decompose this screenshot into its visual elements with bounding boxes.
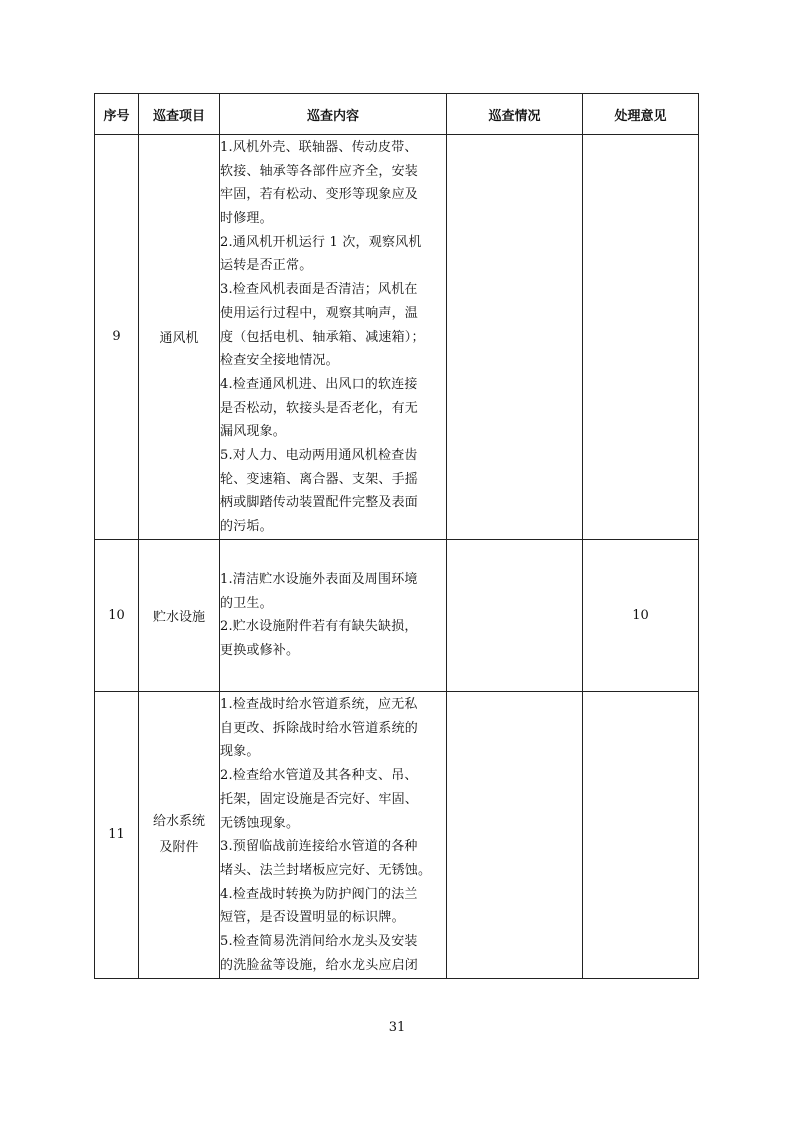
row-status <box>447 691 583 978</box>
row-item <box>139 135 220 540</box>
row-content <box>220 135 447 540</box>
content-line: 更换或修补。 <box>220 642 300 658</box>
row-status <box>447 539 583 691</box>
content-line: 软接、轴承等各部件应齐全，安装 <box>220 163 419 179</box>
header-status: 巡查情况 <box>447 94 583 135</box>
content-line: 检查安全接地情况。 <box>220 353 339 369</box>
content-line: 4.检查通风机进、出风口的软连接 <box>220 376 418 392</box>
header-item: 巡查项目 <box>139 94 220 135</box>
content-line: 4.检查战时转换为防护阀门的法兰 <box>220 886 418 902</box>
row-no: 9 <box>95 135 139 540</box>
table-row <box>95 539 699 691</box>
page-number: 31 <box>388 1020 406 1035</box>
content-line: 使用运行过程中，观察其响声，温 <box>220 305 419 321</box>
content-line: 托架，固定设施是否完好、牢固、 <box>220 791 419 807</box>
row-status <box>447 135 583 540</box>
content-line: 的卫生。 <box>220 595 273 611</box>
content-line: 时修理。 <box>220 211 273 227</box>
row-item-line: 及附件 <box>159 839 199 855</box>
content-line: 是否松动，软接头是否老化，有无 <box>220 400 419 416</box>
row-opinion <box>583 691 699 978</box>
content-line: 1.清洁贮水设施外表面及周围环境 <box>220 571 418 587</box>
row-item-line: 给水系统 <box>152 813 205 829</box>
content-line: 现象。 <box>220 744 260 760</box>
content-line: 3.预留临战前连接给水管道的各种 <box>220 839 418 855</box>
row-opinion <box>583 135 699 540</box>
header-no: 序号 <box>95 94 139 135</box>
content-line: 度（包括电机、轴承箱、减速箱）； <box>220 329 425 345</box>
content-line: 2.贮水设施附件若有有缺失缺损， <box>220 619 418 635</box>
content-line: 牢固，若有松动、变形等现象应及 <box>220 187 419 203</box>
row-item <box>139 539 220 691</box>
content-line: 运转是否正常。 <box>220 258 313 274</box>
row-no: 11 <box>95 691 139 978</box>
row-item-line: 贮水设施 <box>152 609 205 625</box>
content-line: 漏风现象。 <box>220 424 287 440</box>
content-line: 5.对人力、电动两用通风机检查齿 <box>220 447 418 463</box>
row-item-line: 通风机 <box>159 331 199 347</box>
row-item <box>139 691 220 978</box>
row-no: 10 <box>95 539 139 691</box>
row-content <box>220 691 447 978</box>
content-line: 1.风机外壳、联轴器、传动皮带、 <box>220 140 418 155</box>
content-line: 自更改、拆除战时给水管道系统的 <box>220 720 419 736</box>
content-line: 3.检查风机表面是否清洁；风机在 <box>220 282 418 298</box>
content-line: 1.检查战时给水管道系统，应无私 <box>220 697 418 713</box>
content-line: 堵头、法兰封堵板应完好、无锈蚀。 <box>220 862 432 878</box>
content-line: 的洗脸盆等设施，给水龙头应启闭 <box>220 957 419 973</box>
content-line: 5.检查简易洗消间给水龙头及安装 <box>220 933 418 949</box>
content-line: 轮、变速箱、离合器、支架、手摇 <box>220 471 419 487</box>
header-opinion: 处理意见 <box>583 94 699 135</box>
content-line: 的污垢。 <box>220 519 273 534</box>
header-content: 巡查内容 <box>220 94 447 135</box>
content-line: 2.检查给水管道及其各种支、吊、 <box>220 768 418 784</box>
content-line: 2.通风机开机运行 1 次，观察风机 <box>220 234 422 250</box>
table-row <box>95 691 699 978</box>
content-line: 无锈蚀现象。 <box>220 815 300 831</box>
row-opinion: 10 <box>583 539 699 691</box>
content-line: 短管，是否设置明显的标识牌。 <box>220 910 405 926</box>
table-row <box>95 135 699 540</box>
content-line: 柄或脚踏传动装置配件完整及表面 <box>220 495 419 511</box>
inspection-table <box>94 93 699 979</box>
row-content <box>220 539 447 691</box>
table-header-row <box>95 94 699 135</box>
